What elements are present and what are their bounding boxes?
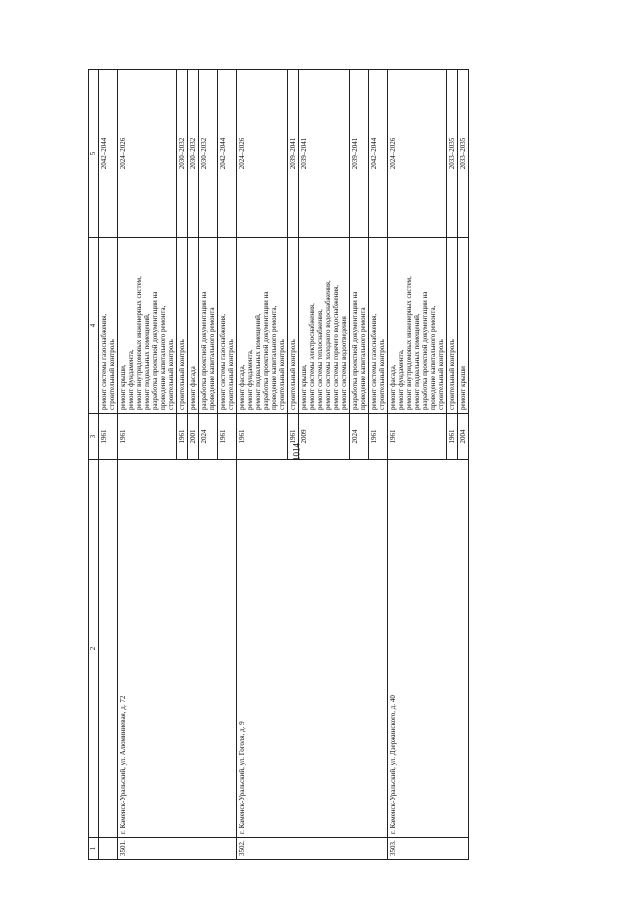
work-item: ремонт крыши,: [300, 364, 308, 410]
work-item: разработка проектной документации на: [421, 291, 429, 410]
work-item: ремонт фундамента,: [246, 349, 254, 410]
work-item: ремонт системы горячего водоснабжения,: [332, 284, 340, 410]
work-item: ремонт фасада,: [389, 364, 397, 410]
work-item: строительный контроль: [437, 339, 445, 410]
work-item: ремонт подвальных помещений,: [143, 313, 151, 410]
works-cell: [218, 238, 237, 414]
work-item: строительный контроль: [289, 339, 297, 410]
table-row: [99, 70, 118, 860]
work-item: ремонт системы холодного водоснабжения,: [324, 280, 332, 410]
year-cell: 2001: [188, 414, 199, 460]
work-item: ремонт системы теплоснабжения,: [316, 309, 324, 410]
term-cell: 2030–2032: [199, 70, 218, 238]
table-row: [388, 70, 447, 860]
work-item: ремонт фасада: [189, 366, 197, 410]
works-cell: [188, 238, 199, 414]
work-item: ремонт фундамента,: [127, 349, 135, 410]
year-cell: 1961: [447, 414, 458, 460]
work-item: проведение капитального ремонта: [359, 307, 367, 410]
work-item: ремонт крыши: [459, 366, 467, 410]
works-cell: [458, 238, 469, 414]
works-cell: [237, 238, 288, 414]
page-number: 1014: [291, 443, 302, 461]
term-cell: 2033–2035: [447, 70, 458, 238]
works-cell: [288, 238, 299, 414]
work-item: проведение капитального ремонта,: [159, 305, 167, 410]
address-cell: г. Каменск-Уральский, ул. Дзержинского, д. 40: [388, 460, 469, 838]
repair-schedule-table: [88, 69, 469, 860]
works-cell: [99, 238, 118, 414]
work-item: ремонт внутридомовых инженерных систем,: [135, 276, 143, 410]
work-item: ремонт подвальных помещений,: [254, 313, 262, 410]
work-item: строительный контроль: [448, 339, 456, 410]
year-cell: 1961: [99, 414, 118, 460]
works-cell: [177, 238, 188, 414]
header-col-5: 5: [89, 70, 99, 238]
row-number-cell: 3503.: [388, 838, 469, 860]
row-number-cell: 3501.: [118, 838, 237, 860]
year-cell: 2009: [299, 414, 350, 460]
work-item: строительный контроль: [178, 339, 186, 410]
year-cell: 1961: [177, 414, 188, 460]
row-number-cell: 3502.: [237, 838, 388, 860]
work-item: ремонт крыши,: [119, 364, 127, 410]
header-col-4: 4: [89, 238, 99, 414]
works-cell: [447, 238, 458, 414]
work-item: строительный контроль: [278, 339, 286, 410]
work-item: строительный контроль: [227, 339, 235, 410]
work-item: ремонт внутридомовых инженерных систем,: [405, 276, 413, 410]
work-item: ремонт фасада,: [238, 364, 246, 410]
address-cell: г. Каменск-Уральский, ул. Алюминиевая, д. 72: [118, 460, 237, 838]
term-cell: 2039–2041: [299, 70, 350, 238]
work-item: проведение капитального ремонта,: [429, 305, 437, 410]
work-item: разработка проектной документации на: [262, 291, 270, 410]
work-item: строительный контроль: [108, 339, 116, 410]
work-item: ремонт системы газоснабжения,: [370, 313, 378, 410]
term-cell: 2024–2026: [118, 70, 177, 238]
address-cell: [99, 460, 118, 838]
work-item: ремонт подвальных помещений,: [413, 313, 421, 410]
works-cell: [350, 238, 369, 414]
year-cell: 1961: [218, 414, 237, 460]
works-cell: [369, 238, 388, 414]
table-body: [99, 70, 469, 860]
year-cell: 1961: [369, 414, 388, 460]
work-item: разработка проектной документации на: [200, 291, 208, 410]
header-col-3: 3: [89, 414, 99, 460]
table-row: [237, 70, 288, 860]
header-col-2: 2: [89, 460, 99, 838]
work-item: строительный контроль: [167, 339, 175, 410]
work-item: ремонт системы газоснабжения,: [100, 313, 108, 410]
year-cell: 1961: [388, 414, 447, 460]
works-cell: [299, 238, 350, 414]
year-cell: 1961: [288, 414, 299, 460]
header-col-1: 1: [89, 838, 99, 860]
term-cell: 2033–2035: [458, 70, 469, 238]
work-item: ремонт фундамента,: [397, 349, 405, 410]
work-item: строительный контроль: [378, 339, 386, 410]
year-cell: 2004: [458, 414, 469, 460]
term-cell: 2042–2044: [99, 70, 118, 238]
work-item: ремонт системы водоотведения: [340, 316, 348, 410]
table-row: [118, 70, 177, 860]
address-cell: г. Каменск-Уральский, ул. Гоголя, д. 9: [237, 460, 388, 838]
term-cell: 2042–2044: [369, 70, 388, 238]
term-cell: 2042–2044: [218, 70, 237, 238]
work-item: разработка проектной документации на: [151, 291, 159, 410]
work-item: ремонт системы электроснабжения,: [308, 303, 316, 410]
work-item: разработка проектной документации на: [351, 291, 359, 410]
row-number-cell: [99, 838, 118, 860]
header-row: [89, 70, 99, 860]
year-cell: 2024: [350, 414, 369, 460]
term-cell: 2039–2041: [288, 70, 299, 238]
year-cell: 1961: [237, 414, 288, 460]
term-cell: 2039–2041: [350, 70, 369, 238]
works-cell: [388, 238, 447, 414]
works-cell: [199, 238, 218, 414]
year-cell: 2024: [199, 414, 218, 460]
works-cell: [118, 238, 177, 414]
term-cell: 2024–2026: [388, 70, 447, 238]
work-item: проведение капитального ремонта,: [270, 305, 278, 410]
term-cell: 2030–2032: [188, 70, 199, 238]
year-cell: 1961: [118, 414, 177, 460]
term-cell: 2030–2032: [177, 70, 188, 238]
work-item: проведение капитального ремонта: [208, 307, 216, 410]
work-item: ремонт системы газоснабжения,: [219, 313, 227, 410]
rotated-table-container: [88, 70, 588, 860]
term-cell: 2024–2026: [237, 70, 288, 238]
